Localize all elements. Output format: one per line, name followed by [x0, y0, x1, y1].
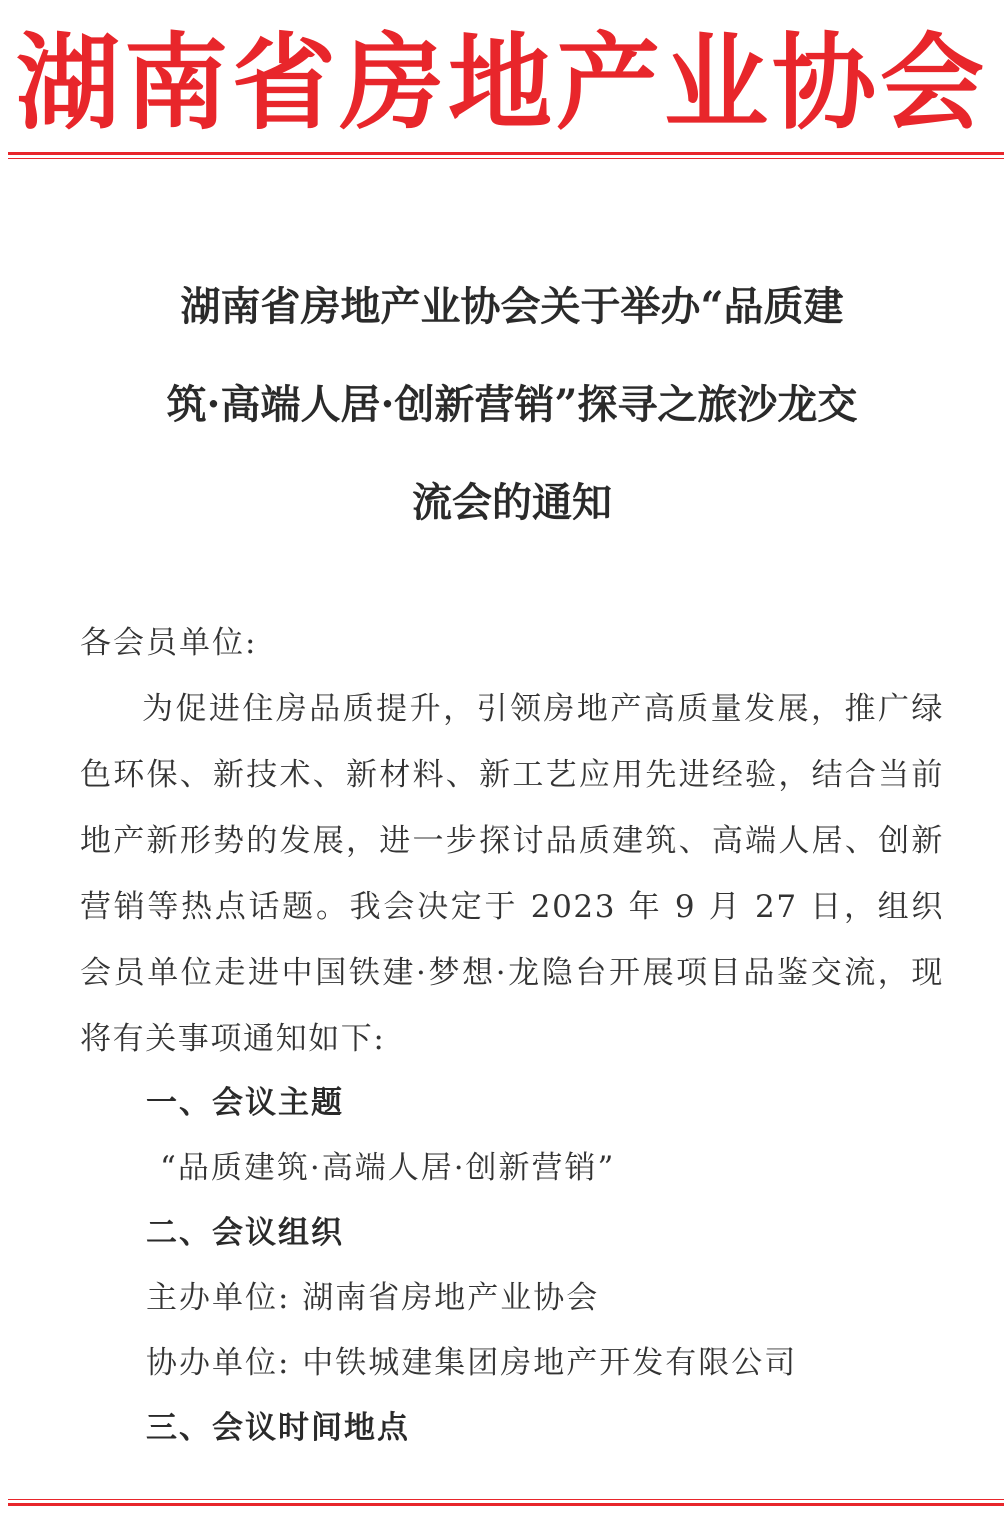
intro-paragraph: 为促进住房品质提升，引领房地产高质量发展，推广绿色环保、新技术、新材料、新工艺应用先进经验，结合当前地产新形势的发展，进一步探讨品质建筑、高端人居、创新营销等热点话题。我会决定于 2023 年 9 月 27 日，组织会员单位走进中国铁建·梦想·龙隐台开展项目品鉴交流，现将有关事项通知如下: [80, 691, 944, 1057]
letterhead-org-name: 湖南省房地产业协会 [15, 22, 988, 144]
section-heading-theme: 一、会议主题 [146, 1085, 344, 1121]
section-heading-organization: 二、会议组织 [146, 1215, 344, 1251]
footer-rule-thin [8, 1499, 1004, 1500]
salutation: 各会员单位: [80, 625, 258, 661]
letterhead-rule-thick [8, 152, 1004, 155]
document-title-line-3: 流会的通知 [412, 479, 612, 526]
theme-content: “品质建筑·高端人居·创新营销” [160, 1150, 616, 1186]
document-title-line-1: 湖南省房地产业协会关于举办“品质建 [180, 283, 844, 330]
document-title [60, 258, 964, 552]
co-host-organization: 协办单位: 中铁城建集团房地产开发有限公司 [146, 1345, 798, 1381]
footer-rule-thick [8, 1503, 1004, 1506]
document-title-line-2: 筑·高端人居·创新营销”探寻之旅沙龙交 [166, 381, 858, 428]
host-organization: 主办单位: 湖南省房地产业协会 [146, 1280, 600, 1316]
letterhead [0, 0, 1004, 150]
section-heading-time-place: 三、会议时间地点 [146, 1410, 410, 1446]
letterhead-rule-thin [8, 158, 1004, 159]
